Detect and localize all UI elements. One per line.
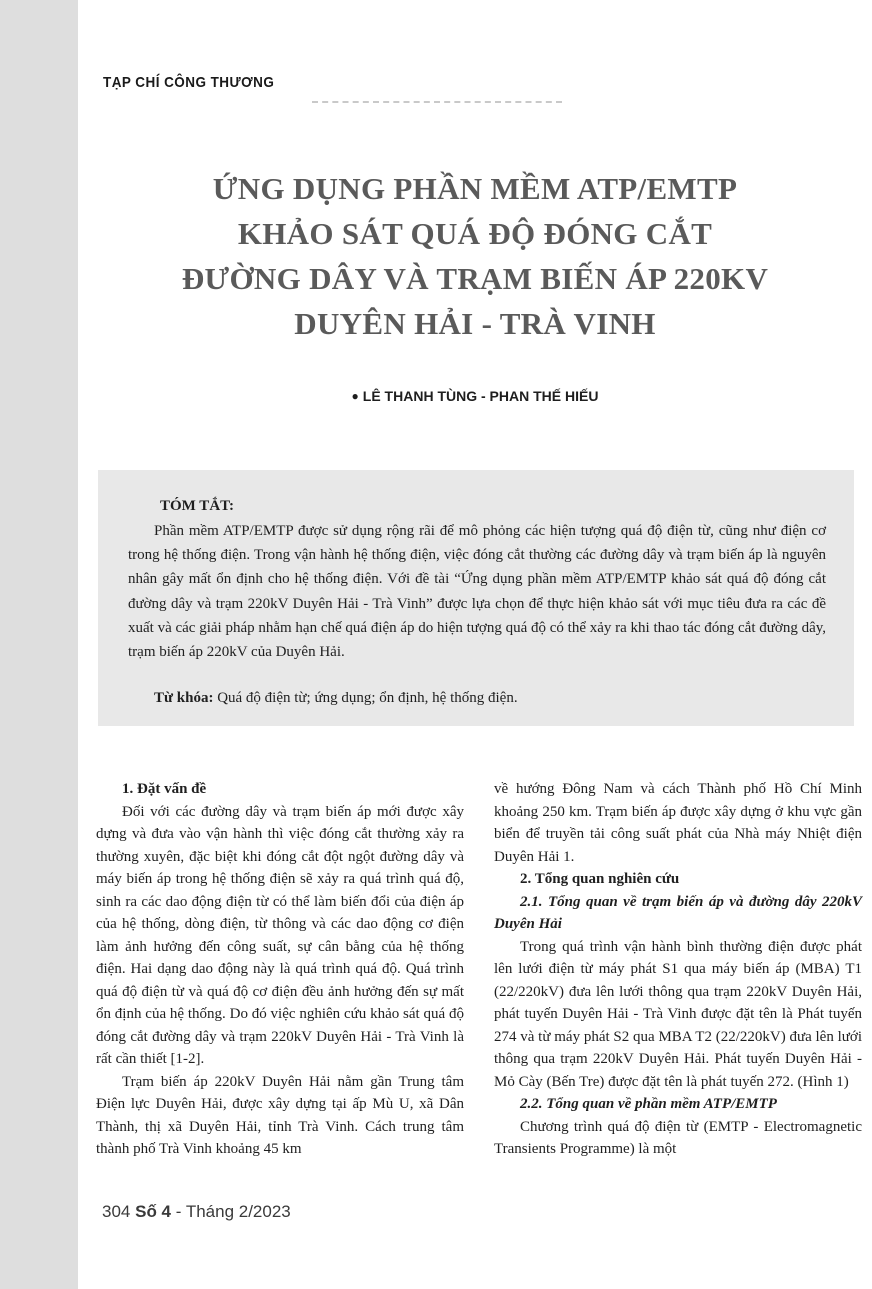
section-1-paragraph-2: Trạm biến áp 220kV Duyên Hải nằm gần Trung tâm Điện lực Duyên Hải, được xây dựng tại ấp Mù U, xã Dân Thành, thị xã Duyên Hải, tỉnh Trà Vinh. Cách trung tâm thành phố Trà Vinh khoảng 45 km xyxy=(96,1073,464,1157)
section-2-2-heading: 2.2. Tổng quan về phần mềm ATP/EMTP xyxy=(520,1096,777,1112)
title-line-2: KHẢO SÁT QUÁ ĐỘ ĐÓNG CẮT xyxy=(237,216,713,251)
left-column xyxy=(96,778,464,1161)
section-2-1-heading: 2.1. Tổng quan về trạm biến áp và đường dây 220kV Duyên Hải xyxy=(494,893,862,932)
issue-date: - Tháng 2/2023 xyxy=(175,1202,291,1221)
page-footer xyxy=(102,1202,291,1222)
page-number: 304 xyxy=(102,1202,131,1221)
author-names: LÊ THANH TÙNG - PHAN THẾ HIẾU xyxy=(362,388,599,404)
header-divider xyxy=(312,101,562,103)
abstract-keywords xyxy=(154,686,814,710)
authors-line xyxy=(78,388,872,404)
title-line-3: ĐƯỜNG DÂY VÀ TRẠM BIẾN ÁP 220KV xyxy=(181,261,769,296)
right-column xyxy=(494,778,862,1161)
section-2-1-paragraph: Trong quá trình vận hành bình thường điện được phát lên lưới điện từ máy phát S1 qua máy biến áp (MBA) T1 (22/220kV) đưa lên lưới thông qua trạm 220kV Duyên Hải, phát tuyến Duyên Hải - Trà Vinh được đặt tên là Phát tuyến 274 và từ máy phát S2 qua MBA T2 (22/220kV) đưa lên lưới thông qua trạm 220kV Duyên Hải. Phát tuyến Duyên Hải - Mỏ Cày (Bến Tre) được đặt tên là phát tuyến 272. (Hình 1) xyxy=(494,938,862,1090)
issue-number: Số 4 xyxy=(135,1202,172,1221)
section-1-paragraph-continued: về hướng Đông Nam và cách Thành phố Hồ Chí Minh khoảng 250 km. Trạm biến áp được xây dựng ở khu vực gần biển để truyền tải công suất phát của Nhà máy Nhiệt điện Duyên Hải 1. xyxy=(494,781,862,865)
article-title xyxy=(78,166,872,346)
keywords-text: Quá độ điện từ; ứng dụng; ổn định, hệ thống điện. xyxy=(217,690,518,706)
abstract-text: Phần mềm ATP/EMTP được sử dụng rộng rãi để mô phỏng các hiện tượng quá độ điện từ, cũng như điện cơ trong hệ thống điện. Trong vận hành hệ thống điện, việc đóng cắt thường các đường dây và trạm biến áp là nguyên nhân gây mất ổn định cho hệ thống điện. Với đề tài “Ứng dụng phần mềm ATP/EMTP khảo sát quá độ đóng cắt đường dây và trạm 220kV Duyên Hải - Trà Vinh” được lựa chọn để thực hiện khảo sát với mục tiêu đưa ra các đề xuất và các giải pháp nhằm hạn chế quá điện áp do hiện tượng quá độ có thể xảy ra khi thao tác đóng cắt đường dây, trạm biến áp 220kV của Duyên Hải. xyxy=(128,523,827,661)
section-2-heading: 2. Tổng quan nghiên cứu xyxy=(520,871,680,887)
title-line-4: DUYÊN HẢI - TRÀ VINH xyxy=(294,306,656,341)
title-line-1: ỨNG DỤNG PHẦN MỀM ATP/EMTP xyxy=(212,171,738,206)
keywords-label: Từ khóa: xyxy=(154,690,214,706)
left-margin-band xyxy=(0,0,78,1289)
section-1-heading: 1. Đặt vấn đề xyxy=(122,781,207,797)
bullet-icon: ● xyxy=(351,389,359,403)
section-1-paragraph-1: Đối với các đường dây và trạm biến áp mới được xây dựng và đưa vào vận hành thì việc đóng cắt thường xảy ra thường xuyên, đặc biệt khi đóng cắt đột ngột đường dây và máy biến áp trong hệ thống điện sẽ xảy ra quá trình quá độ, sinh ra các dao động điện từ có thể làm biến đổi của điện áp của hệ thống, dòng điện, từ thông và các dao động cơ điện làm ảnh hưởng đến công suất, sự cân bằng của hệ thống điện. Hai dạng dao động này là quá trình quá độ. Quá trình quá độ điện từ và quá độ cơ điện đều ảnh hưởng đến sự mất ổn định của hệ thống. Do đó việc nghiên cứu khảo sát quá độ đóng cắt đường dây và trạm 220kV Duyên Hải - Trà Vinh là rất cần thiết [1-2]. xyxy=(96,803,464,1067)
abstract-heading: TÓM TẮT: xyxy=(160,498,235,514)
journal-name: TẠP CHÍ CÔNG THƯƠNG xyxy=(103,74,275,91)
section-2-2-paragraph: Chương trình quá độ điện từ (EMTP - Electromagnetic Transients Programme) là một xyxy=(494,1118,862,1157)
